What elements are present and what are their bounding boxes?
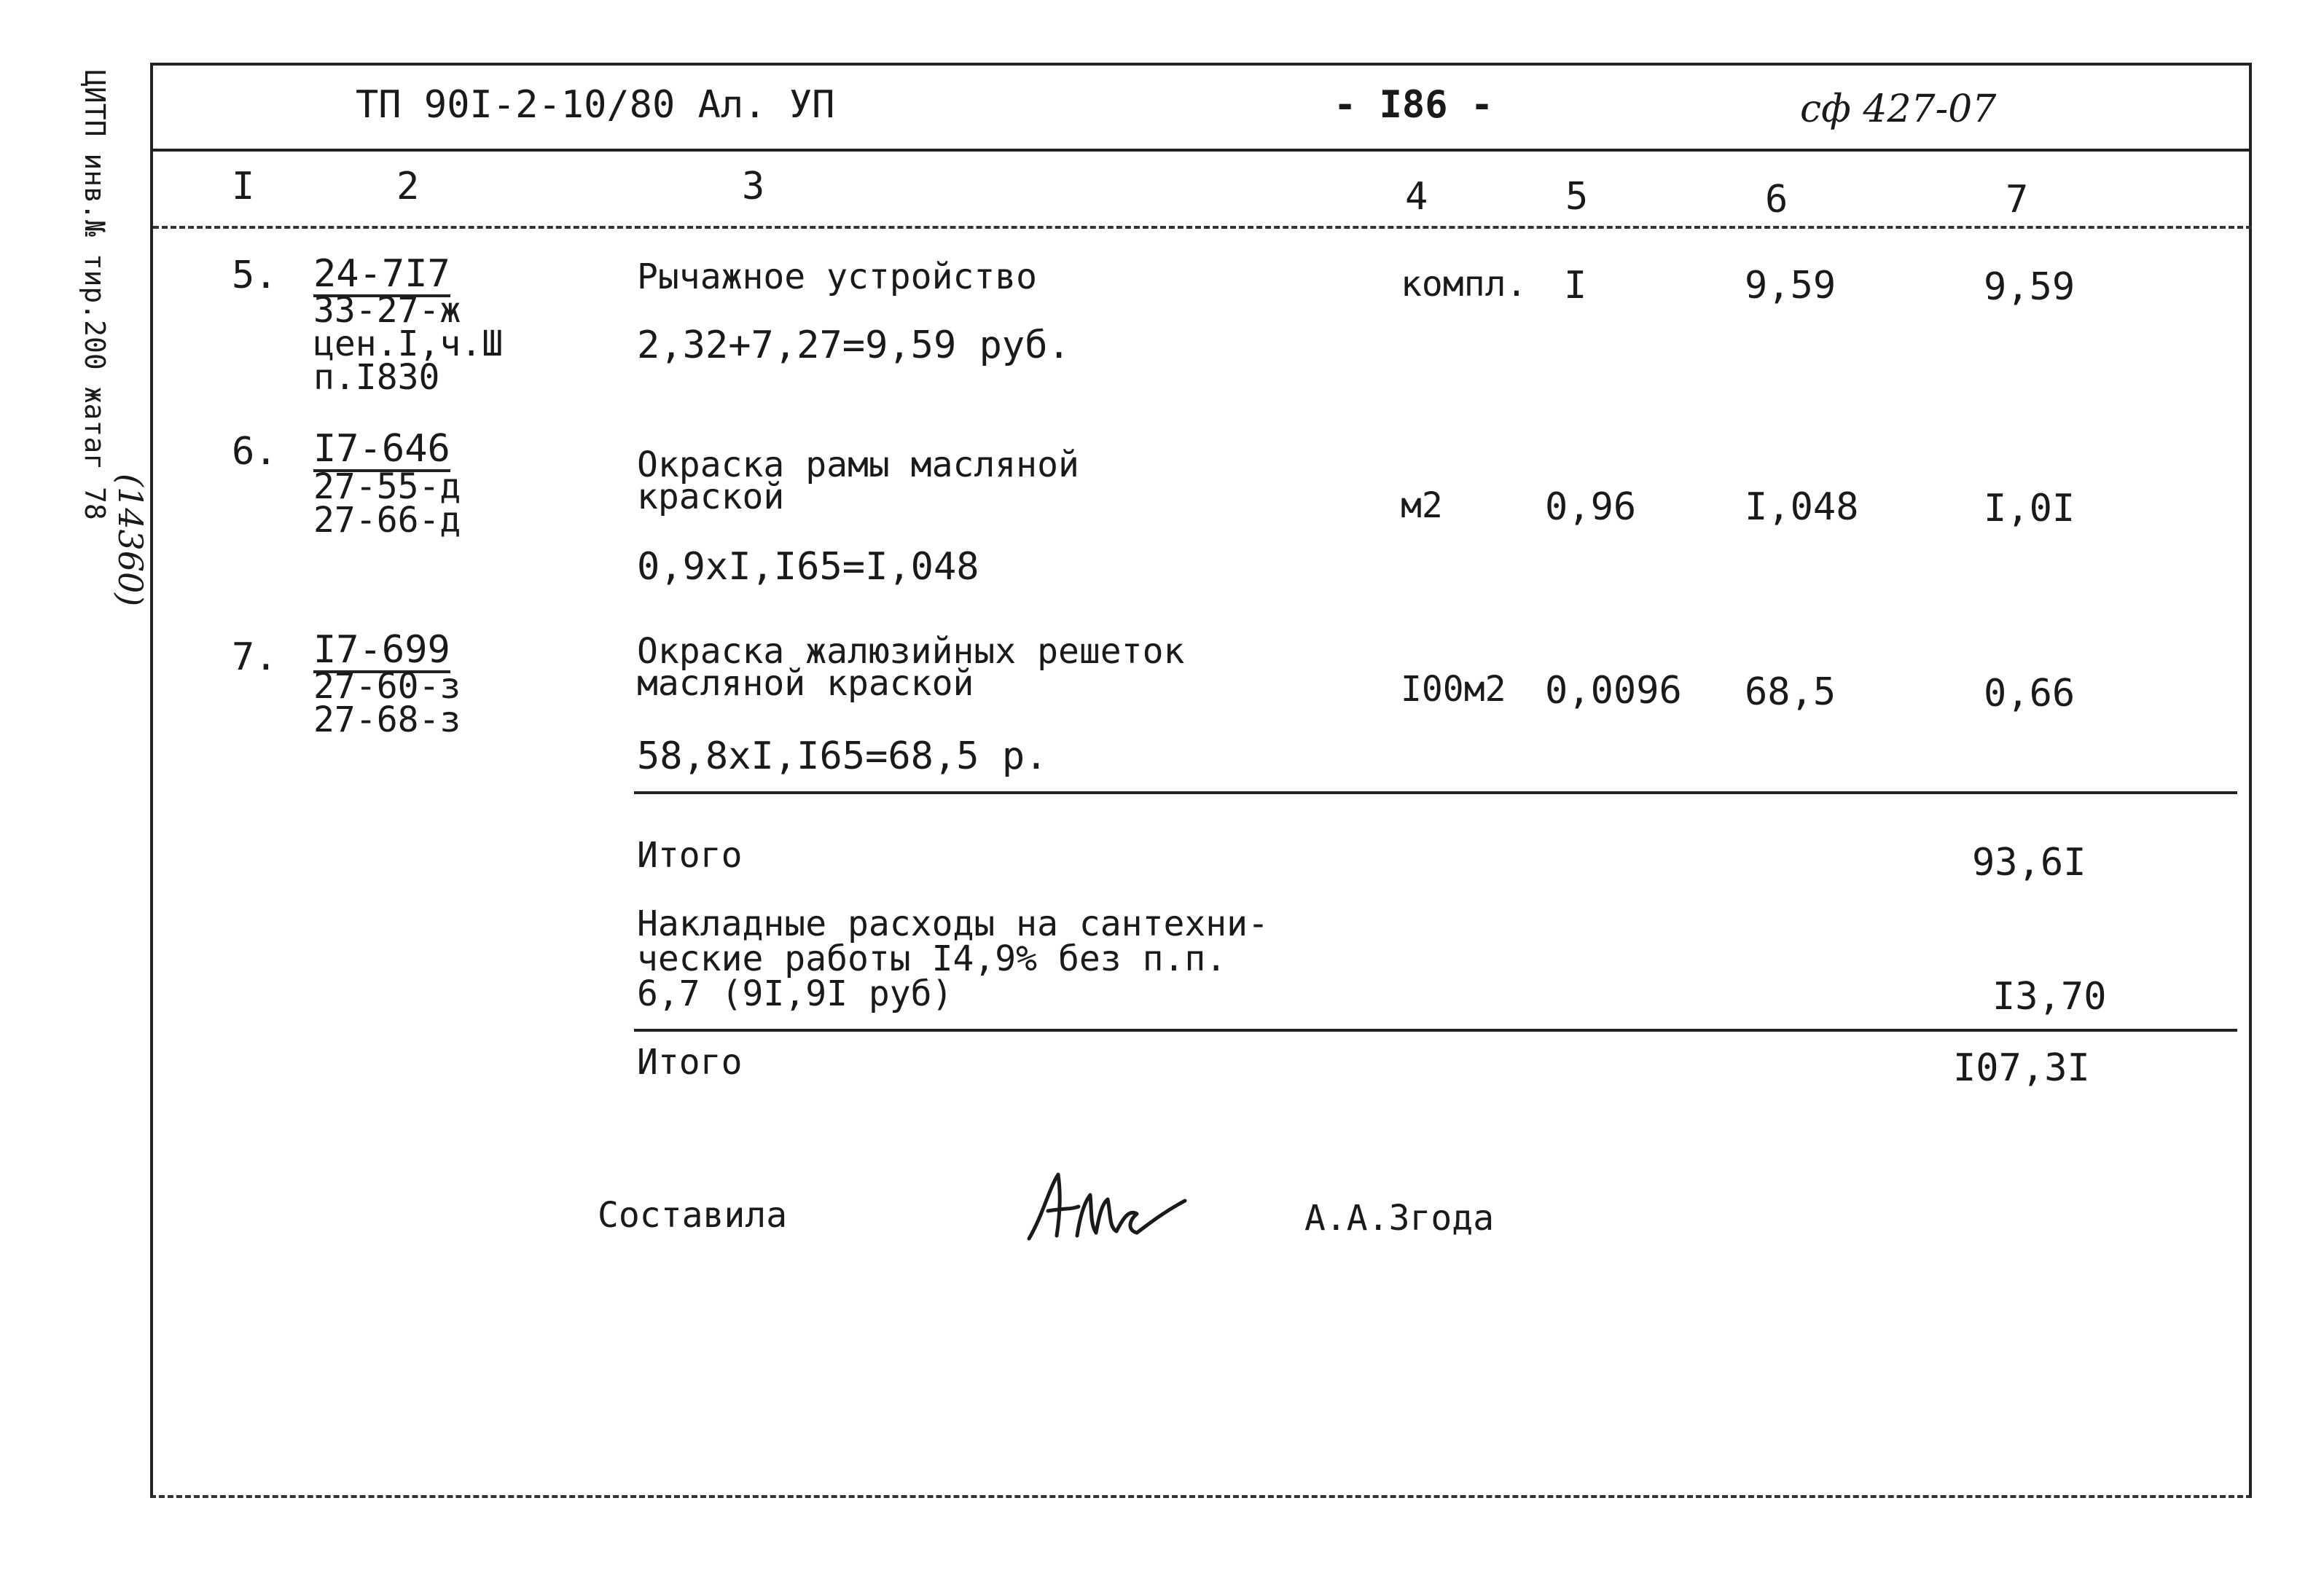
item-unit: I00м2 <box>1401 669 1506 710</box>
item-calculation: 2,32+7,27=9,59 руб. <box>637 324 1071 367</box>
row-number: 6. <box>232 430 278 474</box>
column-header: 4 <box>1405 175 1428 219</box>
overhead-text: Накладные расходы на сантехни- <box>637 903 1269 944</box>
norm-code-line: 27-68-з <box>313 699 461 740</box>
column-header: 2 <box>396 165 420 208</box>
norm-code-line: п.I830 <box>313 357 440 398</box>
column-header: 3 <box>742 165 765 208</box>
item-total: 0,66 <box>1984 672 2075 715</box>
total-label: Итого <box>637 1042 743 1083</box>
page-number: - I86 - <box>1334 83 1494 127</box>
column-header: 6 <box>1765 178 1788 221</box>
item-unit-price: 68,5 <box>1745 670 1836 714</box>
item-quantity: 0,0096 <box>1545 669 1682 713</box>
overhead-text: ческие работы I4,9% без п.п. <box>637 938 1227 979</box>
item-total: 9,59 <box>1984 265 2075 309</box>
item-description: краской <box>637 477 785 517</box>
norm-code: I7-699 <box>313 628 450 672</box>
item-quantity: I <box>1564 264 1587 307</box>
norm-code-line: 33-27-ж <box>313 290 461 331</box>
overhead-value: I3,70 <box>1992 975 2107 1019</box>
author-name: А.А.Згода <box>1304 1198 1495 1239</box>
item-calculation: 58,8xI,I65=68,5 р. <box>637 734 1048 778</box>
item-unit: м2 <box>1401 485 1443 526</box>
column-header: I <box>232 165 255 208</box>
item-calculation: 0,9xI,I65=I,048 <box>637 545 979 589</box>
subtotal-value: 93,6I <box>1972 841 2086 885</box>
page-frame <box>150 63 2252 1498</box>
column-header: 5 <box>1565 175 1589 219</box>
signature <box>1020 1166 1195 1253</box>
item-unit-price: I,048 <box>1745 485 1859 529</box>
project-code: ТП 90I-2-10/80 Ал. УП <box>356 83 835 127</box>
item-description: Окраска жалюзийных решеток <box>637 631 1185 672</box>
compiled-by-label: Составила <box>598 1195 788 1236</box>
norm-code: I7-646 <box>313 427 450 471</box>
norm-code-line: 27-60-з <box>313 666 461 707</box>
item-description: Рычажное устройство <box>637 256 1038 297</box>
item-description: Окраска рамы масляной <box>637 444 1079 485</box>
item-description: масляной краской <box>637 663 974 704</box>
item-unit-price: 9,59 <box>1745 264 1836 307</box>
sheet-code: сф 427-07 <box>1800 87 1997 131</box>
item-unit: компл. <box>1401 264 1527 305</box>
subtotal-label: Итого <box>637 835 743 876</box>
summary-divider <box>634 791 2237 794</box>
norm-code-line: цен.I,ч.Ш <box>313 324 504 364</box>
margin-stamp: ЦИТП инв.№ тир.200 жатаг 78 <box>79 70 111 520</box>
margin-handwritten-note: (14360) <box>111 474 150 607</box>
column-header: 7 <box>2006 178 2029 221</box>
item-total: I,0I <box>1984 487 2075 530</box>
total-value: I07,3I <box>1953 1046 2090 1090</box>
header-divider <box>153 149 2252 152</box>
norm-code: 24-7I7 <box>313 252 450 296</box>
norm-code-line: 27-66-д <box>313 500 461 541</box>
norm-code-line: 27-55-д <box>313 466 461 507</box>
total-divider <box>634 1029 2237 1032</box>
item-quantity: 0,96 <box>1545 485 1637 529</box>
row-number: 5. <box>232 254 278 297</box>
columns-divider <box>153 226 2252 229</box>
row-number: 7. <box>232 635 278 679</box>
overhead-text: 6,7 (9I,9I руб) <box>637 973 953 1014</box>
